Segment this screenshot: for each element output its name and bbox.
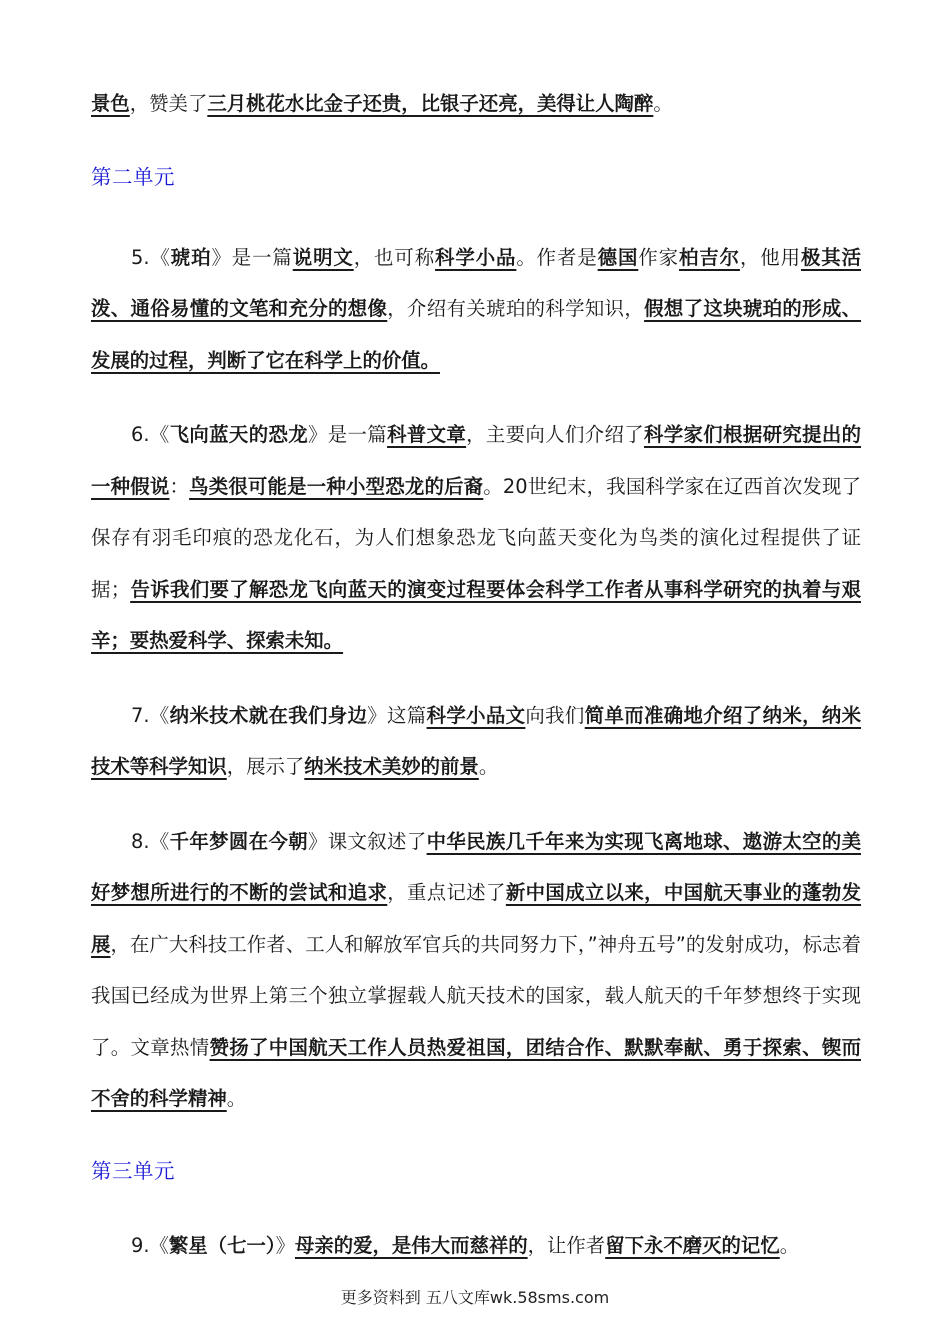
emphasis: 新中国成立以来，中国航天事业的蓬勃发展 xyxy=(91,881,862,956)
text: 》是一篇 xyxy=(211,245,293,269)
text: 。 xyxy=(226,1087,247,1110)
text: 向我们 xyxy=(525,703,585,727)
emphasis: 简单而准确地介绍了纳米，纳米技术等科学知识 xyxy=(91,703,862,778)
emphasis: 告诉我们要了解恐龙飞向蓝天的演变过程要体会科学工作者从事科学研究的执着与艰辛；要热爱科学、探索未知。 xyxy=(91,577,862,652)
emphasis: 科学小品文 xyxy=(426,703,526,727)
emphasis: 假想了这块琥珀的形成、发展的过程，判断了它在科学上的价值。 xyxy=(91,297,862,372)
paragraph-7 xyxy=(91,690,861,793)
text: ，主要向人们介绍了 xyxy=(466,423,644,446)
unit-heading-3: 第三单元 xyxy=(91,1158,175,1183)
emphasis: 极其活泼、通俗易懂的文笔和充分的想像 xyxy=(91,245,861,320)
text: ，让作者 xyxy=(527,1233,606,1257)
emphasis: 千年梦圆在今朝 xyxy=(169,829,308,853)
text: ，他用 xyxy=(739,245,801,269)
emphasis: 母亲的爱，是伟大而慈祥的 xyxy=(294,1233,528,1257)
emphasis: 景色 xyxy=(91,92,130,115)
footer-source-note: 更多资料到 五八文库wk.58sms.com xyxy=(340,1288,610,1307)
document-body xyxy=(91,78,861,1271)
text: 7.《 xyxy=(131,703,170,727)
text: 6.《 xyxy=(131,423,170,446)
emphasis: 鸟类很可能是一种小型恐龙的后裔 xyxy=(189,474,484,498)
emphasis: 留下永不磨灭的记忆 xyxy=(605,1233,780,1257)
paragraph-5 xyxy=(91,232,861,387)
emphasis: 纳米技术就在我们身边 xyxy=(169,703,368,727)
text: ，赞美了 xyxy=(129,92,208,115)
emphasis: 赞扬了中国航天工作人员热爱祖国，团结合作、默默奉献、勇于探索、锲而不舍的科学精神 xyxy=(91,1035,862,1110)
emphasis: 中华民族几千年来为实现飞离地球、遨游太空的美好梦想所进行的不断的尝试和追求 xyxy=(91,829,862,904)
emphasis: 琥珀 xyxy=(170,245,212,269)
emphasis: 科学小品 xyxy=(435,245,517,269)
emphasis: 繁星（七一） xyxy=(168,1233,276,1257)
text: 。20世纪末，我国科学家在辽西首次发现了保存有羽毛印痕的恐龙化石，为人们想象恐龙飞向蓝天变化为鸟类的演化过程提供了证据； xyxy=(91,474,862,601)
unit-heading-2: 第二单元 xyxy=(91,164,175,189)
emphasis: 科学家们根据研究提出的一种假说 xyxy=(91,423,862,498)
text: ，在广大科技工作者、工人和解放军官兵的共同努力下，”神舟五号”的发射成功，标志着我国已经成为世界上第三个独立掌握载人航天技术的国家，载人航天的千年梦想终于实现了。文章热情 xyxy=(91,932,862,1059)
text: 》课文叙述了 xyxy=(308,829,427,853)
text: ，展示了 xyxy=(226,755,305,778)
text: ： xyxy=(169,474,190,498)
text: 9.《 xyxy=(131,1233,169,1257)
paragraph-4-continuation xyxy=(91,78,861,130)
paragraph-8 xyxy=(91,816,861,1125)
text: 。作者是 xyxy=(516,245,598,269)
emphasis: 纳米技术美妙的前景 xyxy=(304,755,479,778)
paragraph-6 xyxy=(91,409,861,667)
text: 》 xyxy=(275,1233,295,1257)
emphasis: 说明文 xyxy=(292,245,354,269)
text: 。 xyxy=(779,1233,800,1257)
paragraph-9 xyxy=(91,1220,861,1272)
emphasis: 科普文章 xyxy=(387,423,467,446)
text: 。 xyxy=(478,755,499,778)
emphasis: 三月桃花水比金子还贵，比银子还亮，美得让人陶醉 xyxy=(207,92,654,115)
emphasis: 飞向蓝天的恐龙 xyxy=(169,423,308,446)
text: 。 xyxy=(653,92,673,115)
text: 5.《 xyxy=(131,245,171,269)
text: ，介绍有关琥珀的科学知识， xyxy=(387,297,645,320)
text: ，重点记述了 xyxy=(387,881,506,904)
emphasis: 德国 xyxy=(597,245,639,269)
text: 8.《 xyxy=(131,829,170,853)
text: 》是一篇 xyxy=(308,423,388,446)
text: 》这篇 xyxy=(367,703,427,727)
text: ，也可称 xyxy=(353,245,436,269)
text: 作家 xyxy=(638,245,679,269)
emphasis: 柏吉尔 xyxy=(678,245,740,269)
